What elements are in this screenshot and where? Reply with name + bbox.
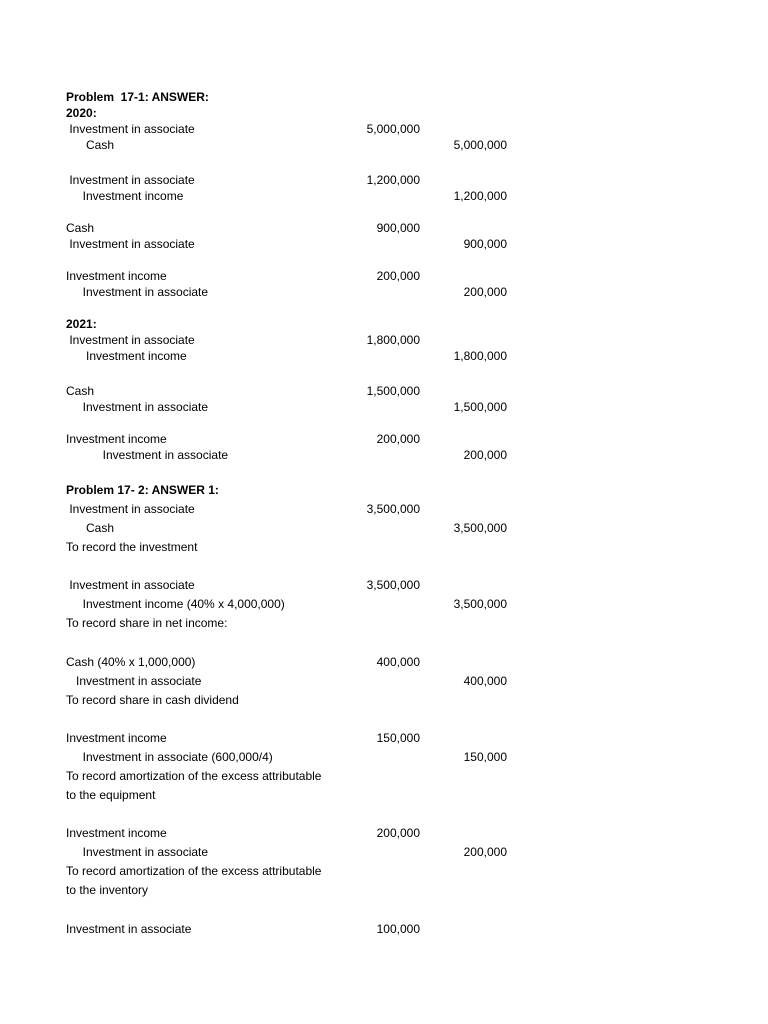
debit-amount: 3,500,000 bbox=[366, 578, 420, 592]
year-2021-label: 2021: bbox=[66, 317, 97, 331]
debit-amount: 900,000 bbox=[376, 221, 420, 235]
debit-amount: 1,200,000 bbox=[366, 173, 420, 187]
credit-amount: 1,500,000 bbox=[453, 400, 507, 414]
credit-account: Investment income bbox=[66, 189, 184, 203]
credit-amount: 400,000 bbox=[463, 674, 507, 688]
credit-amount: 200,000 bbox=[463, 448, 507, 462]
entry-memo: To record amortization of the excess attributable bbox=[66, 769, 322, 783]
debit-account: Investment income bbox=[66, 826, 167, 840]
credit-amount: 200,000 bbox=[463, 285, 507, 299]
debit-amount: 5,000,000 bbox=[366, 122, 420, 136]
entry-memo: To record amortization of the excess attributable bbox=[66, 864, 322, 878]
credit-amount: 200,000 bbox=[463, 845, 507, 859]
entry-memo: To record share in cash dividend bbox=[66, 693, 239, 707]
credit-amount: 5,000,000 bbox=[453, 138, 507, 152]
credit-account: Cash bbox=[66, 138, 115, 152]
entry-memo: to the inventory bbox=[66, 883, 149, 897]
debit-amount: 1,500,000 bbox=[366, 384, 420, 398]
credit-account: Investment in associate (600,000/4) bbox=[66, 750, 273, 764]
debit-amount: 200,000 bbox=[376, 826, 420, 840]
credit-account: Investment in associate bbox=[66, 285, 209, 299]
entry-memo: to the equipment bbox=[66, 788, 156, 802]
credit-amount: 3,500,000 bbox=[453, 521, 507, 535]
entry-memo: To record share in net income: bbox=[66, 616, 228, 630]
debit-account: Investment in associate bbox=[66, 122, 195, 136]
debit-amount: 200,000 bbox=[376, 432, 420, 446]
credit-account: Investment in associate bbox=[66, 237, 195, 251]
debit-account: Investment in associate bbox=[66, 333, 195, 347]
debit-amount: 400,000 bbox=[376, 655, 420, 669]
debit-account: Investment income bbox=[66, 269, 167, 283]
debit-account: Cash (40% x 1,000,000) bbox=[66, 655, 196, 669]
year-2020-label: 2020: bbox=[66, 106, 97, 120]
debit-amount: 100,000 bbox=[376, 922, 420, 936]
debit-account: Cash bbox=[66, 384, 95, 398]
problem-17-1-heading: Problem 17-1: ANSWER: bbox=[66, 90, 209, 104]
debit-account: Investment income bbox=[66, 731, 167, 745]
entry-memo: To record the investment bbox=[66, 540, 198, 554]
credit-account: Cash bbox=[66, 521, 115, 535]
credit-amount: 1,800,000 bbox=[453, 349, 507, 363]
credit-account: Investment in associate bbox=[66, 845, 209, 859]
debit-account: Cash bbox=[66, 221, 95, 235]
debit-account: Investment in associate bbox=[66, 502, 195, 516]
debit-amount: 150,000 bbox=[376, 731, 420, 745]
credit-amount: 900,000 bbox=[463, 237, 507, 251]
debit-amount: 1,800,000 bbox=[366, 333, 420, 347]
problem-17-2-heading: Problem 17- 2: ANSWER 1: bbox=[66, 483, 219, 497]
credit-amount: 150,000 bbox=[463, 750, 507, 764]
credit-amount: 1,200,000 bbox=[453, 189, 507, 203]
credit-account: Investment income (40% x 4,000,000) bbox=[66, 597, 285, 611]
credit-account: Investment income bbox=[66, 349, 187, 363]
credit-account: Investment in associate bbox=[66, 400, 209, 414]
debit-amount: 200,000 bbox=[376, 269, 420, 283]
credit-amount: 3,500,000 bbox=[453, 597, 507, 611]
debit-account: Investment in associate bbox=[66, 922, 192, 936]
credit-account: Investment in associate bbox=[66, 674, 202, 688]
debit-account: Investment income bbox=[66, 432, 167, 446]
debit-account: Investment in associate bbox=[66, 173, 195, 187]
debit-amount: 3,500,000 bbox=[366, 502, 420, 516]
debit-account: Investment in associate bbox=[66, 578, 195, 592]
credit-account: Investment in associate bbox=[66, 448, 229, 462]
